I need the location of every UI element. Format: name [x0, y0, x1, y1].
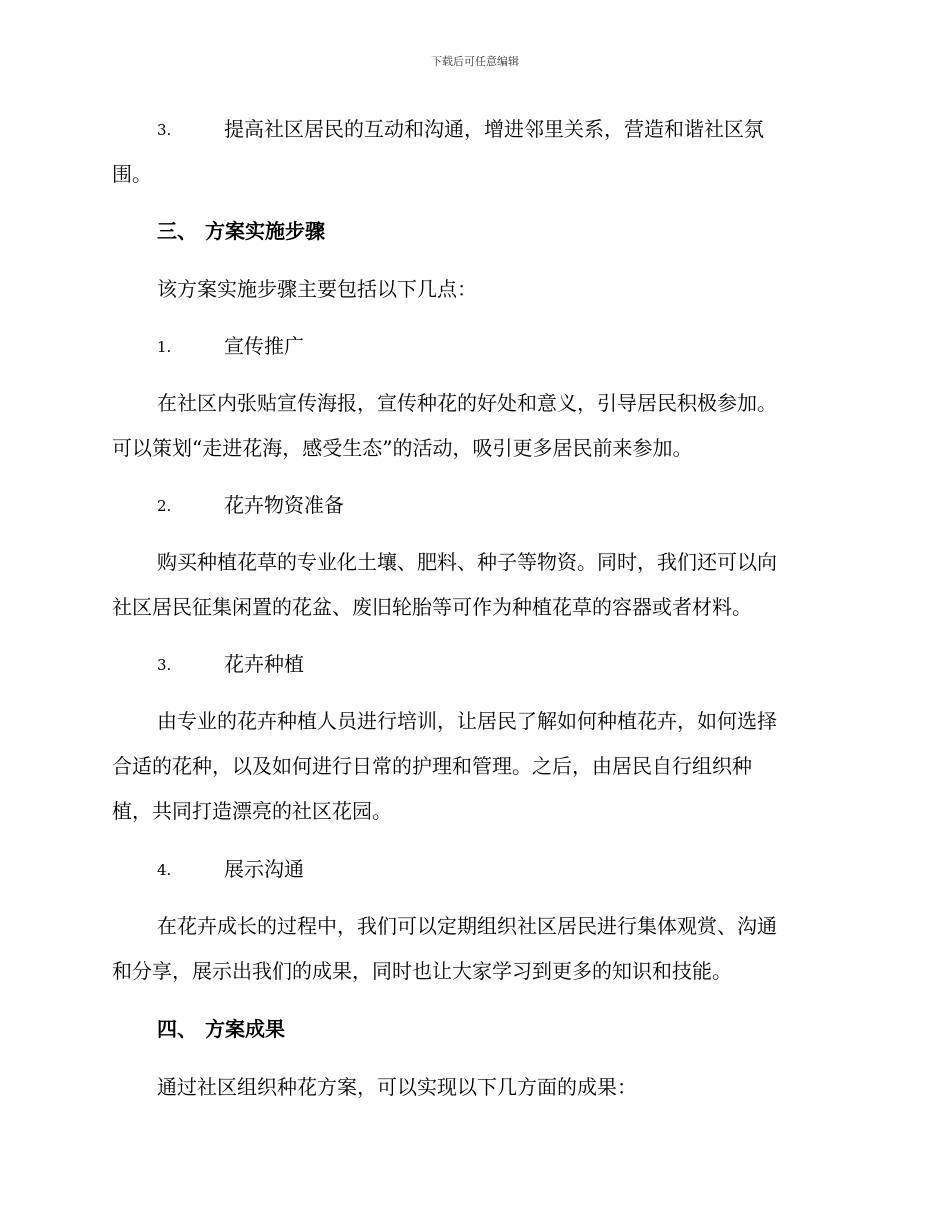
step-title: 展示沟通	[224, 857, 304, 881]
paragraph-line: 购买种植花草的专业化土壤、肥料、种子等物资。同时，我们还可以向	[157, 550, 777, 574]
page-header: 下载后可任意编辑	[431, 55, 519, 68]
paragraph-line: 可以策划“走进花海，感受生态”的活动，吸引更多居民前来参加。	[112, 436, 693, 460]
step-number: 3.	[157, 656, 172, 674]
section-intro: 该方案实施步骤主要包括以下几点：	[157, 277, 477, 301]
paragraph-line: 围。	[112, 162, 152, 186]
paragraph-line: 提高社区居民的互动和沟通，增进邻里关系，营造和谐社区氛	[224, 117, 764, 141]
paragraph-line: 社区居民征集闲置的花盆、废旧轮胎等可作为种植花草的容器或者材料。	[112, 595, 752, 619]
step-title: 花卉物资准备	[224, 493, 344, 517]
section-number: 三、	[157, 219, 197, 243]
step-title: 宣传推广	[224, 334, 304, 358]
section-intro: 通过社区组织种花方案，可以实现以下几方面的成果：	[157, 1075, 637, 1099]
paragraph-line: 在社区内张贴宣传海报，宣传种花的好处和意义，引导居民积极参加。	[157, 391, 777, 415]
paragraph-line: 在花卉成长的过程中，我们可以定期组织社区居民进行集体观赏、沟通	[157, 914, 777, 938]
step-number: 4.	[157, 861, 172, 879]
section-number: 四、	[157, 1017, 197, 1041]
list-number: 3.	[157, 121, 172, 139]
paragraph-line: 由专业的花卉种植人员进行培训，让居民了解如何种植花卉，如何选择	[157, 709, 777, 733]
step-number: 2.	[157, 497, 172, 515]
step-title: 花卉种植	[224, 652, 304, 676]
paragraph-line: 和分享，展示出我们的成果，同时也让大家学习到更多的知识和技能。	[112, 959, 732, 983]
section-title: 方案成果	[205, 1017, 285, 1041]
section-title: 方案实施步骤	[205, 219, 325, 243]
step-number: 1.	[157, 338, 172, 356]
paragraph-line: 植，共同打造漂亮的社区花园。	[112, 799, 392, 823]
paragraph-line: 合适的花种，以及如何进行日常的护理和管理。之后，由居民自行组织种	[112, 754, 752, 778]
